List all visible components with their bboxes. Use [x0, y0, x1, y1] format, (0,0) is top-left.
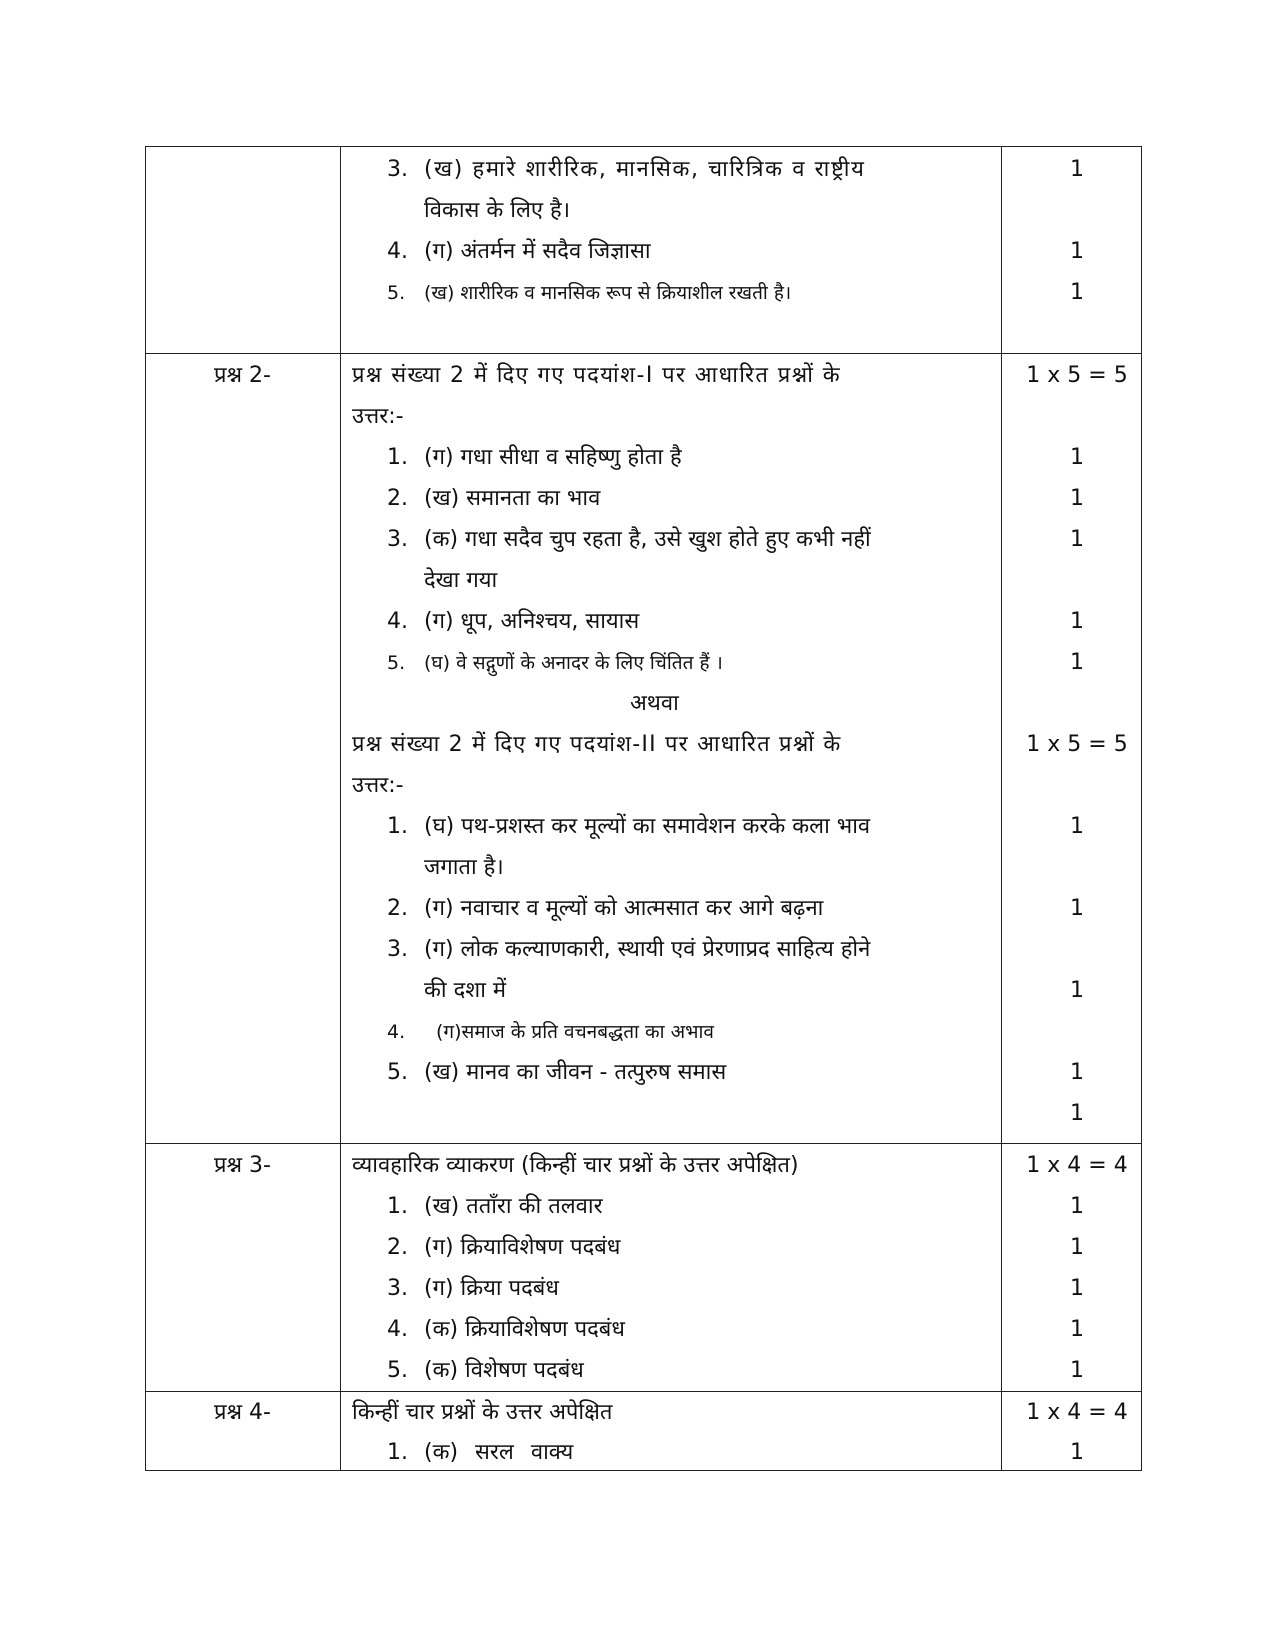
- answer-table: [145, 146, 1142, 1471]
- section-intro: उत्तर:-: [352, 773, 404, 798]
- item-number: 1.: [387, 814, 408, 839]
- mark-value: 1: [1070, 1358, 1084, 1383]
- mark-value: 1: [1070, 280, 1084, 305]
- item-number: 3.: [387, 527, 408, 552]
- item-number: 5.: [387, 652, 406, 674]
- mark-value: 1: [1070, 445, 1084, 470]
- question-label: प्रश्न 3-: [213, 1153, 271, 1178]
- item-number: 2.: [387, 486, 408, 511]
- answer-text: (क) गधा सदैव चुप रहता है, उसे खुश होते हुए कभी नहीं: [424, 527, 871, 552]
- answer-text: (ग) क्रियाविशेषण पदबंध: [424, 1235, 621, 1260]
- mark-value: 1: [1070, 1276, 1084, 1301]
- item-number: 1.: [387, 1440, 408, 1465]
- item-number: 4.: [387, 1021, 406, 1043]
- mark-value: 1: [1070, 527, 1084, 552]
- row-divider: [145, 1143, 1142, 1144]
- mark-value: 1: [1070, 896, 1084, 921]
- mark-total: 1 x 5 = 5: [1026, 363, 1128, 388]
- item-number: 1.: [387, 1194, 408, 1219]
- question-label: प्रश्न 4-: [213, 1400, 271, 1425]
- section-intro: उत्तर:-: [352, 404, 404, 429]
- item-number: 4.: [387, 1317, 408, 1342]
- answer-text: की दशा में: [424, 978, 507, 1003]
- section-intro: प्रश्न संख्या 2 में दिए गए पदयांश-II पर आधारित प्रश्नों के: [352, 732, 842, 757]
- question-label: प्रश्न 2-: [213, 363, 271, 388]
- mark-value: 1: [1070, 157, 1084, 182]
- item-number: 2.: [387, 896, 408, 921]
- item-number: 3.: [387, 937, 408, 962]
- section-intro: किन्हीं चार प्रश्नों के उत्तर अपेक्षित: [352, 1400, 613, 1425]
- answer-text: (ग)समाज के प्रति वचनबद्धता का अभाव: [436, 1021, 714, 1043]
- item-number: 3.: [387, 157, 408, 182]
- answer-text: (ख) तताँरा की तलवार: [424, 1194, 603, 1219]
- mark-value: 1: [1070, 486, 1084, 511]
- item-number: 4.: [387, 239, 408, 264]
- mark-value: 1: [1070, 1101, 1084, 1126]
- mark-value: 1: [1070, 1235, 1084, 1260]
- answer-text: देखा गया: [424, 568, 498, 593]
- mark-value: 1: [1070, 1440, 1084, 1465]
- item-number: 4.: [387, 609, 408, 634]
- mark-total: 1 x 4 = 4: [1026, 1153, 1128, 1178]
- answer-text: (ख) मानव का जीवन - तत्पुरुष समास: [424, 1060, 727, 1085]
- answer-text: (ग) अंतर्मन में सदैव जिज्ञासा: [424, 239, 651, 264]
- answer-text: (क) सरल वाक्य: [424, 1440, 574, 1465]
- or-separator: अथवा: [630, 691, 679, 716]
- mark-value: 1: [1070, 650, 1084, 675]
- answer-text: (क) क्रियाविशेषण पदबंध: [424, 1317, 625, 1342]
- section-intro: व्यावहारिक व्याकरण (किन्हीं चार प्रश्नों के उत्तर अपेक्षित): [352, 1153, 799, 1178]
- item-number: 1.: [387, 445, 408, 470]
- mark-value: 1: [1070, 609, 1084, 634]
- mark-value: 1: [1070, 1194, 1084, 1219]
- mark-value: 1: [1070, 1317, 1084, 1342]
- mark-value: 1: [1070, 239, 1084, 264]
- mark-value: 1: [1070, 978, 1084, 1003]
- mark-total: 1 x 5 = 5: [1026, 732, 1128, 757]
- item-number: 5.: [387, 1358, 408, 1383]
- answer-text: (घ) पथ-प्रशस्त कर मूल्यों का समावेशन करके कला भाव: [424, 814, 871, 839]
- mark-value: 1: [1070, 1060, 1084, 1085]
- column-divider-right: [1001, 146, 1002, 1471]
- column-divider-left: [340, 146, 341, 1471]
- item-number: 3.: [387, 1276, 408, 1301]
- answer-text: (घ) वे सद्गुणों के अनादर के लिए चिंतित हैं ।: [424, 652, 723, 674]
- row-divider: [145, 1391, 1142, 1392]
- answer-text: (ख) हमारे शारीरिक, मानसिक, चारित्रिक व राष्ट्रीय: [424, 157, 866, 182]
- section-intro: प्रश्न संख्या 2 में दिए गए पदयांश-I पर आधारित प्रश्नों के: [352, 363, 841, 388]
- answer-text: (ग) क्रिया पदबंध: [424, 1276, 559, 1301]
- answer-text: (ख) समानता का भाव: [424, 486, 601, 511]
- answer-text: (क) विशेषण पदबंध: [424, 1358, 584, 1383]
- answer-text: (ग) धूप, अनिश्चय, सायास: [424, 609, 640, 634]
- answer-text: (ग) गधा सीधा व सहिष्णु होता है: [424, 445, 682, 470]
- mark-total: 1 x 4 = 4: [1026, 1400, 1128, 1425]
- item-number: 5.: [387, 1060, 408, 1085]
- answer-text: (ख) शारीरिक व मानसिक रूप से क्रियाशील रखती है।: [424, 282, 792, 304]
- row-divider: [145, 353, 1142, 354]
- answer-text: (ग) नवाचार व मूल्यों को आत्मसात कर आगे बढ़ना: [424, 896, 824, 921]
- item-number: 2.: [387, 1235, 408, 1260]
- answer-text: विकास के लिए है।: [424, 198, 571, 223]
- answer-text: (ग) लोक कल्याणकारी, स्थायी एवं प्रेरणाप्रद साहित्य होने: [424, 937, 871, 962]
- answer-text: जगाता है।: [424, 855, 504, 880]
- mark-value: 1: [1070, 814, 1084, 839]
- item-number: 5.: [387, 282, 406, 304]
